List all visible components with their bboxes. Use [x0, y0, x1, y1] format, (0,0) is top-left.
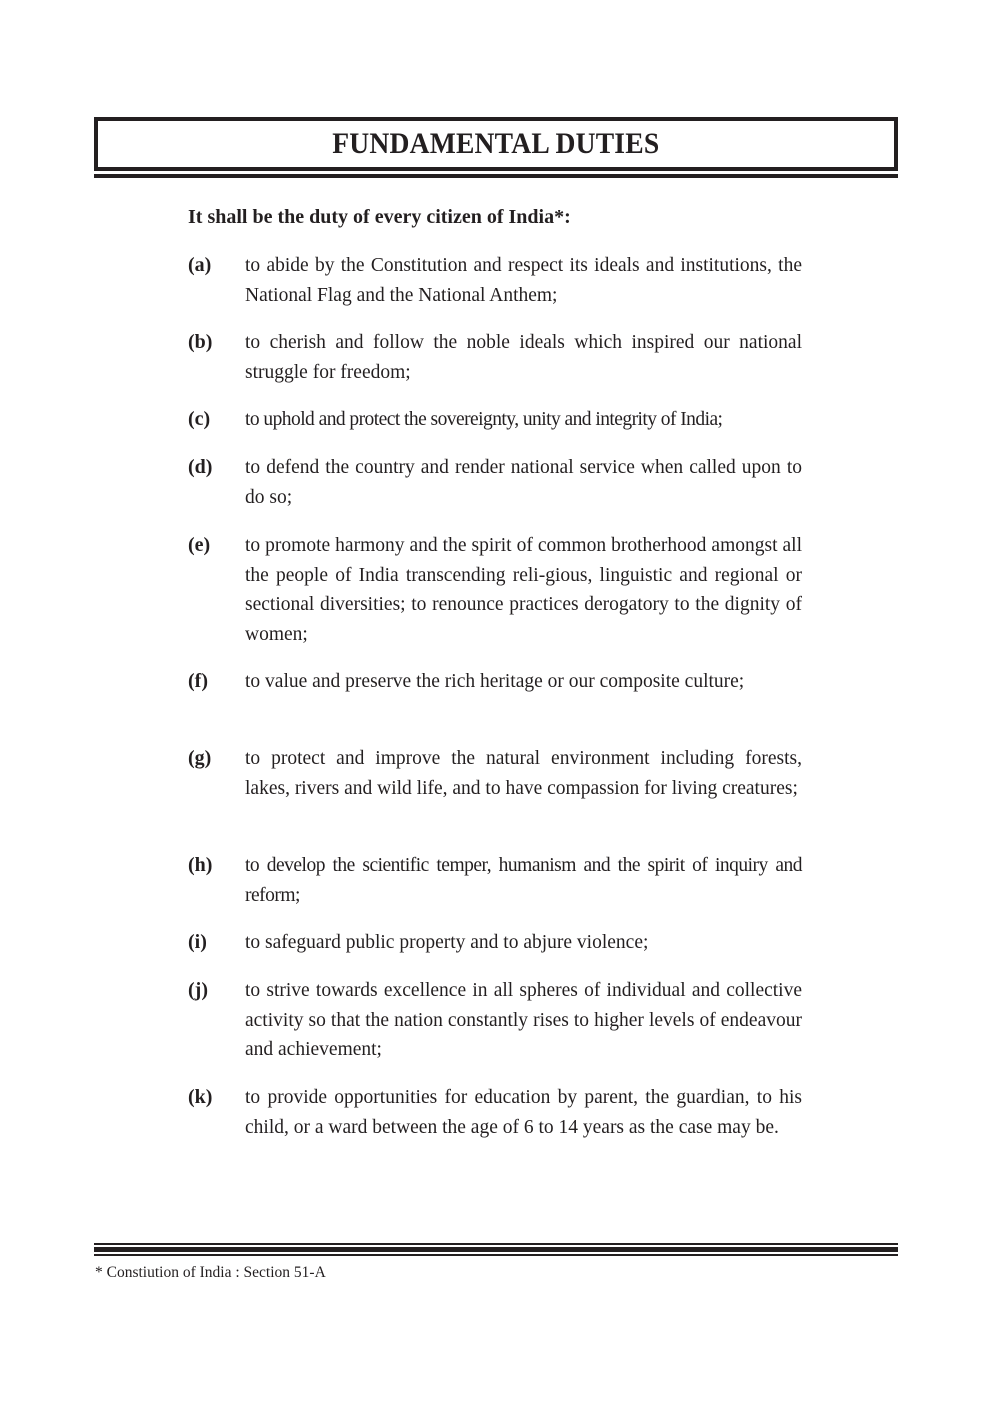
footer-rule-divider [94, 1243, 898, 1256]
duty-text: to protect and improve the natural environment including forests, lakes, rivers and wild life, and to have compassion for living creatures; [245, 748, 802, 799]
intro-heading: It shall be the duty of every citizen of India*: [188, 206, 571, 228]
duty-item-e [188, 531, 802, 649]
duty-text: to promote harmony and the spirit of common brotherhood amongst all the people of India transcending reli-gious, linguistic and regional or sectional diversities; to renounce practices derogatory to the dignity of women; [245, 535, 802, 645]
duty-label: (f) [188, 670, 208, 692]
duty-item-f [188, 667, 802, 697]
duty-label: (i) [188, 931, 207, 953]
duty-item-i [188, 928, 802, 958]
footer-rule-thick [94, 1247, 898, 1252]
duty-item-h [188, 851, 802, 910]
duty-label: (h) [188, 854, 213, 876]
duty-text: to value and preserve the rich heritage or our composite culture; [245, 671, 745, 692]
duty-item-j [188, 976, 802, 1065]
duty-text: to safeguard public property and to abjure violence; [245, 932, 649, 953]
duty-item-b [188, 328, 802, 387]
duty-label: (a) [188, 254, 212, 276]
title-box [94, 117, 898, 171]
duty-label: (c) [188, 408, 211, 430]
duty-item-g [188, 744, 802, 803]
duty-label: (e) [188, 534, 211, 556]
page-title: FUNDAMENTAL DUTIES [332, 127, 660, 160]
duty-label: (k) [188, 1086, 213, 1108]
duty-item-k [188, 1083, 802, 1142]
duty-label: (d) [188, 456, 213, 478]
title-underline-rule [94, 174, 898, 178]
duty-label: (j) [188, 979, 208, 1001]
duty-label: (g) [188, 747, 212, 769]
duty-text: to strive towards excellence in all spheres of individual and collective activity so that the nation constantly rises to higher levels of endeavour and achievement; [245, 980, 802, 1060]
duty-item-a [188, 251, 802, 310]
footnote: * Constiution of India : Section 51-A [95, 1264, 326, 1281]
duty-item-c [188, 405, 802, 435]
duty-text: to defend the country and render national service when called upon to do so; [245, 457, 802, 508]
duty-item-d [188, 453, 802, 512]
duty-text: to develop the scientific temper, humanism and the spirit of inquiry and reform; [245, 855, 802, 906]
footer-rule-thin-bottom [94, 1254, 898, 1256]
duty-text: to abide by the Constitution and respect its ideals and institutions, the National Flag and the National Anthem; [245, 255, 802, 306]
duty-text: to cherish and follow the noble ideals which inspired our national struggle for freedom; [245, 332, 802, 383]
duty-text: to provide opportunities for education by parent, the guardian, to his child, or a ward between the age of 6 to 14 years as the case may be. [245, 1087, 802, 1138]
duty-label: (b) [188, 331, 213, 353]
footer-rule-thin-top [94, 1243, 898, 1245]
duty-text: to uphold and protect the sovereignty, unity and integrity of India; [245, 409, 723, 430]
